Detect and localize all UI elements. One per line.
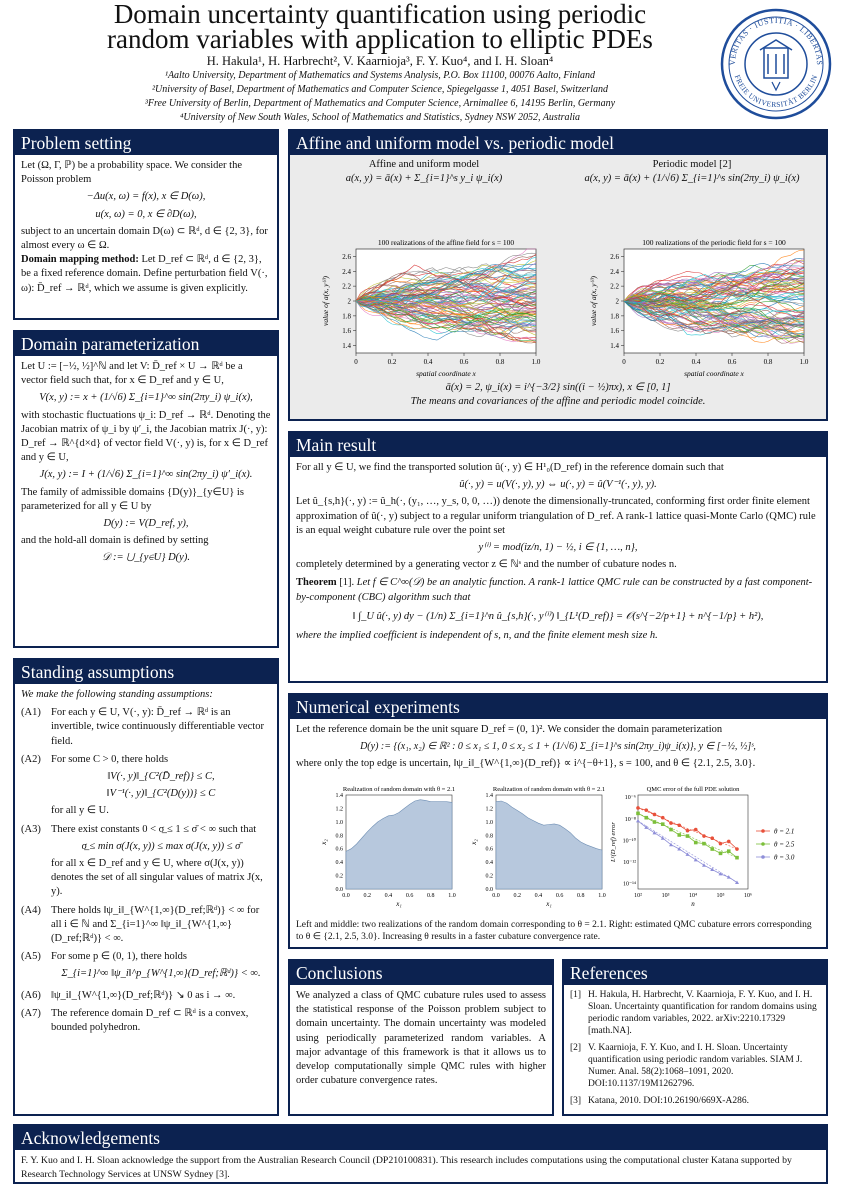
assumption-text: ‖ψ_i‖_{W^{1,∞}(D_ref;ℝᵈ)} ↘ 0 as i → ∞. (51, 989, 236, 1001)
x-tick-label: 0.8 (577, 893, 585, 899)
assumption-equation: σ̲ ≤ min σ(J(x, y)) ≤ max σ(J(x, y)) ≤ σ̄ (81, 840, 241, 852)
chart-title: Realization of random domain with θ = 2.1 (342, 786, 456, 793)
x-tick-label: 0.8 (495, 358, 505, 366)
numerical-intro: Let the reference domain be the unit square D_ref = (0, 1)². We consider the domain parameterization (296, 724, 723, 735)
assumption-text: There holds ‖ψ_i‖_{W^{1,∞}(D_ref;ℝᵈ)} < ∞ for all i ∈ ℕ and Σ_{i=1}^∞ ‖ψ_i‖_{W^{1,∞}(D_ref;ℝᵈ)} < ∞. (51, 904, 260, 945)
assumption-tail: for all x ∈ D_ref and y ∈ U, where σ(J(x, y)) denotes the set of all singular values of matrix J(x, y). (51, 858, 263, 898)
y-tick-label: 2.6 (610, 252, 619, 261)
y-tick-label: 0.0 (485, 887, 493, 893)
assumption-label: (A6) (21, 989, 41, 1001)
x-tick-label: 0.2 (363, 893, 371, 899)
y-tick-label: 0.4 (485, 860, 493, 867)
error-point (653, 813, 657, 817)
y-tick-label: 1.4 (610, 342, 619, 351)
random-domain-realization-1 (318, 783, 460, 913)
x-axis-label: spatial coordinate x (416, 369, 476, 378)
x-tick-label: 0.6 (727, 358, 737, 366)
reference-number: [3] (570, 1096, 582, 1106)
acknowledgements-heading: Acknowledgements (15, 1126, 826, 1150)
assumption-label: (A5) (21, 951, 41, 963)
numerical-setup: where only the top edge is uncertain, ‖ψ_i‖_{W^{1,∞}(D_ref)} ∝ i^{−θ+1}, s = 100, and θ ∈ {2.1, 2.5, 3.0}. (296, 758, 756, 770)
error-point (669, 828, 673, 832)
error-point (677, 833, 681, 837)
y-tick-label: 0.8 (485, 833, 493, 840)
assumption-a4 (21, 904, 271, 947)
x-tick-label: 1.0 (448, 893, 456, 899)
error-point (702, 842, 706, 846)
y-tick-label: 2 (347, 297, 351, 306)
affiliation-2: ²University of Basel, Department of Mathematics and Computer Science, Spiegelgasse 1, 4051 Basel, Switzerland (152, 84, 608, 95)
y-tick-label: 10⁻¹⁰ (622, 838, 636, 845)
university-seal-logo (720, 8, 832, 120)
main-intro: For all y ∈ U, we find the transported solution û(·, y) ∈ H¹₀(D_ref) in the reference domain such that (296, 462, 724, 473)
x-axis-label: x₁ (396, 900, 402, 908)
qmc-error-chart (608, 783, 818, 913)
x-tick-label: 0.4 (384, 893, 393, 899)
x-tick-label: 0 (622, 358, 626, 366)
y-axis-label: value of a(x, y⁽ⁱ⁾) (589, 275, 598, 327)
error-point (727, 849, 731, 853)
y-tick-label: 0.6 (335, 846, 343, 853)
error-point (661, 822, 665, 826)
x-tick-label: 0.6 (405, 893, 414, 899)
assumptions-intro: We make the following standing assumptions: (21, 689, 213, 700)
y-tick-label: 0.4 (335, 860, 343, 867)
y-tick-label: 1.2 (485, 806, 493, 813)
hold-all-domain-equation: 𝒟 := ⋃_{y∈U} D(y). (102, 552, 190, 564)
x-tick-label: 1.0 (598, 893, 606, 899)
assumption-a7 (21, 1007, 271, 1035)
poisson-equation: −Δu(x, ω) = f(x), x ∈ D(ω), (86, 191, 206, 203)
affine-caption: The means and covariances of the affine and periodic model coincide. (410, 396, 706, 407)
assumption-a6 (21, 989, 271, 1003)
legend-marker (761, 829, 765, 833)
y-tick-label: 0.2 (335, 873, 343, 880)
param-family-text: The family of admissible domains {D(y)}_{y∈U} is parameterized for all y ∈ U by (21, 486, 244, 512)
reference-number: [1] (570, 990, 582, 1000)
error-point (677, 823, 681, 827)
assumption-text: For some C > 0, there holds (51, 753, 169, 765)
affine-field-chart (318, 235, 550, 381)
theorem-text: Let f ∈ C^∞(𝒟) be an analytic function. A rank-1 lattice QMC rule can be constructed by a fast component-by-component (CBC) algorithm such that (296, 577, 813, 603)
x-tick-label: 10⁵ (716, 893, 725, 899)
x-tick-label: 10⁴ (688, 893, 698, 899)
y-tick-label: 1.6 (342, 327, 351, 336)
y-axis-label: x₂ (320, 839, 328, 845)
y-tick-label: 1.2 (335, 806, 343, 813)
domain-mapping-body: Let D_ref ⊂ ℝᵈ, d ∈ {2, 3}, be a fixed reference domain. Define perturbation field V(·, ω): D̄_ref → ℝᵈ, which we assume is given explicitly. (21, 254, 268, 294)
reference-3 (570, 1095, 820, 1107)
y-tick-label: 0.6 (485, 846, 493, 853)
numerical-experiments-panel (288, 693, 828, 949)
x-tick-label: 1.0 (799, 358, 809, 366)
x-axis-label: n (691, 900, 695, 908)
x-axis-label: x₁ (546, 900, 552, 908)
error-point (653, 820, 657, 824)
y-tick-label: 0.0 (335, 887, 343, 893)
domain-parameterization-heading: Domain parameterization (15, 332, 277, 356)
assumption-a5 (21, 950, 271, 984)
y-tick-label: 10⁻¹² (623, 859, 636, 866)
error-point (686, 829, 690, 833)
random-domain-realization-2 (468, 783, 610, 913)
lattice-point-equation: y⁽ⁱ⁾ = mod(iz/n, 1) − ½, i ∈ {1, …, n}, (478, 542, 638, 554)
assumption-a1 (21, 706, 271, 749)
theorem-end: where the implied coefficient is independent of s, n, and the finite element mesh size h. (296, 630, 658, 642)
x-tick-label: 0.8 (427, 893, 435, 899)
periodic-model-equation: a(x, y) = ā(x) + (1/√6) Σ_{i=1}^s sin(2πy_i) ψ_i(x) (584, 173, 800, 184)
error-bound-equation: ‖ ∫_U û(·, y) dy − (1/n) Σ_{i=1}^n û_{s,h}(·, y⁽ⁱ⁾) ‖_{L¹(D_ref)} = 𝒪(s^{−2/p+1} + n^{−1/p} + h²), (352, 610, 764, 622)
y-axis-label: L¹(D_ref) error (610, 822, 617, 862)
main-generating-vector: completely determined by a generating vector z ∈ ℕˢ and the number of cubature nodes n. (296, 559, 677, 571)
domain-mapping-text (21, 253, 271, 296)
chart-title: 100 realizations of the affine field for s = 100 (377, 238, 515, 247)
theorem (296, 576, 820, 604)
assumption-equation: Σ_{i=1}^∞ ‖ψ_i‖^p_{W^{1,∞}(D_ref;ℝᵈ)} < ∞. (61, 968, 261, 980)
authors: H. Hakula¹, H. Harbrecht², V. Kaarnioja³, F. Y. Kuo⁴, and I. H. Sloan⁴ (206, 54, 554, 68)
x-tick-label: 10³ (661, 893, 670, 899)
error-point (644, 816, 648, 820)
vector-field-equation: V(x, y) := x + (1/√6) Σ_{i=1}^∞ sin(2πy_i) ψ_i(x), (39, 392, 253, 404)
y-axis-label: x₂ (470, 839, 478, 845)
assumption-label: (A4) (21, 904, 41, 916)
periodic-model-title: Periodic model [2] (652, 159, 732, 170)
y-tick-label: 1.6 (610, 327, 619, 336)
x-tick-label: 0.4 (691, 358, 701, 366)
problem-intro: Let (Ω, Γ, ℙ) be a probability space. We consider the Poisson problem (21, 160, 242, 186)
title-line-1: Domain uncertainty quantification using periodic (113, 0, 647, 29)
x-tick-label: 0.8 (763, 358, 773, 366)
affine-model-equation: a(x, y) = ā(x) + Σ_{i=1}^s y_i ψ_i(x) (345, 173, 503, 184)
x-tick-label: 0.2 (513, 893, 521, 899)
assumption-label: (A7) (21, 1007, 41, 1019)
transported-solution-equation: û(·, y) = u(V(·, y), y) ⇔ u(·, y) = û(V⁻¹(·, y), y). (459, 479, 657, 491)
y-tick-label: 1.8 (342, 312, 351, 321)
param-jacobian-text: with stochastic fluctuations ψ_i: D_ref → ℝᵈ. Denoting the Jacobian matrix of ψ_i by ψ′_i, the Jacobian matrix J(·, y): D_ref → ℝ^{d×d} of vector field V(·, y) is, for x ∈ D_ref and y ∈ U, (21, 409, 271, 464)
x-tick-label: 0 (354, 358, 358, 366)
assumption-text: There exist constants 0 < σ̲ ≤ 1 ≤ σ̄ < ∞ such that (51, 823, 257, 835)
admissible-domain-equation: D(y) := V(D_ref, y), (103, 518, 189, 530)
assumption-tail: for all y ∈ U. (51, 805, 109, 817)
error-point (710, 847, 714, 851)
legend-marker (761, 855, 765, 859)
reference-2 (570, 1042, 820, 1090)
y-tick-label: 1.4 (485, 793, 493, 799)
error-point (710, 836, 714, 840)
error-point (644, 808, 648, 812)
assumption-text: For some p ∈ (0, 1), there holds (51, 951, 188, 963)
y-tick-label: 2.2 (610, 282, 619, 291)
error-point (727, 840, 731, 844)
x-tick-label: 0.4 (534, 893, 543, 899)
main-qmc-text: Let û_{s,h}(·, y) := û_h(·, (y₁, …, y_s, 0, 0, …)) denote the dimensionally-truncated, conforming first order finite element approximation of û(·, y) subject to a regular uniform triangulation of D_ref. A rank-1 lattice quasi-Monte Carlo (QMC) rule is an equal weight cubature rule over the point set (296, 496, 816, 536)
y-tick-label: 0.8 (335, 833, 343, 840)
y-tick-label: 2.2 (342, 282, 351, 291)
assumption-text: For each y ∈ U, V(·, y): D̄_ref → ℝᵈ is an invertible, twice continuously differentiable vector field. (51, 707, 264, 747)
x-tick-label: 0.2 (387, 358, 397, 366)
error-point (694, 841, 698, 845)
error-point (636, 806, 640, 810)
affiliation-3: ³Free University of Berlin, Department of Mathematics and Computer Science, Arnimallee 6, 14195 Berlin, Germany (144, 98, 616, 109)
problem-setting-heading: Problem setting (15, 131, 277, 155)
chart-title: Realization of random domain with θ = 2.1 (492, 786, 606, 793)
standing-assumptions-panel (13, 658, 279, 1116)
jacobian-equation: J(x, y) := I + (1/√6) Σ_{i=1}^∞ sin(2πy_i) ψ′_i(x). (39, 469, 253, 481)
x-tick-label: 10² (634, 893, 642, 899)
x-tick-label: 0.2 (655, 358, 665, 366)
error-point (735, 856, 739, 860)
conclusions-text: We analyzed a class of QMC cubature rules used to assess the statistical response of the Poisson problem subject to domain uncertainty. The domain uncertainty was modeled using periodically parameterized random variables. A major advantage of this framework is that it allows us to develop computationally simple QMC rules with higher order cubature convergence rates. (296, 990, 546, 1087)
numerical-experiments-heading: Numerical experiments (290, 695, 826, 719)
assumption-a2 (21, 753, 271, 819)
reference-text: V. Kaarnioja, F. Y. Kuo, and I. H. Sloan. Uncertainty quantification using periodic random variables. SIAM J. Numer. Anal. 58(2):1068–1091, 2020. DOI:10.1137/19M1262796. (588, 1043, 803, 1089)
references-heading: References (564, 961, 826, 985)
error-point (686, 834, 690, 838)
affiliation-1: ¹Aalto University, Department of Mathematics and Systems Analysis, P.O. Box 11100, 00076 Aalto, Finland (164, 70, 596, 81)
y-tick-label: 1.0 (485, 819, 493, 826)
x-axis-label: spatial coordinate x (684, 369, 744, 378)
affine-model-title: Affine and uniform model (368, 159, 480, 170)
assumption-label: (A2) (21, 753, 41, 765)
boundary-condition: u(x, ω) = 0, x ∈ ∂D(ω), (95, 208, 197, 220)
conclusions-panel (288, 959, 554, 1116)
x-tick-label: 0.0 (342, 893, 350, 899)
conclusions-heading: Conclusions (290, 961, 552, 985)
legend-label: θ = 2.5 (774, 840, 795, 849)
error-point (702, 834, 706, 838)
numerical-caption: Left and middle: two realizations of the random domain corresponding to θ = 2.1. Right: estimated QMC cubature errors corresponding to θ ∈ {2.1, 2.5, 3.0}. Increasing θ results in a faster cubature convergence rate. (296, 920, 812, 942)
assumption-a3 (21, 823, 271, 900)
legend-label: θ = 2.1 (774, 827, 795, 836)
x-tick-label: 1.0 (531, 358, 541, 366)
affine-vs-periodic-heading: Affine and uniform model vs. periodic model (290, 131, 826, 155)
assumption-text: The reference domain D_ref ⊂ ℝᵈ is a convex, bounded polyhedron. (51, 1007, 249, 1034)
y-tick-label: 2.6 (342, 252, 351, 261)
domain-parameterization-equation: D(y) := {(x₁, x₂) ∈ ℝ² : 0 ≤ x₁ ≤ 1, 0 ≤ x₂ ≤ 1 + (1/√6) Σ_{i=1}^s sin(2πy_i)ψ_i(x)}, y ∈ [−½, ½]ˢ, (360, 741, 756, 753)
poster-title (70, 2, 690, 52)
y-tick-label: 1.4 (335, 793, 343, 799)
y-tick-label: 0.2 (485, 873, 493, 880)
reference-text: Katana, 2010. DOI:10.26190/669X-A286. (588, 1096, 749, 1106)
reference-1 (570, 989, 820, 1037)
x-tick-label: 10⁶ (743, 893, 753, 899)
error-point (719, 852, 723, 856)
assumption-label: (A1) (21, 707, 41, 719)
svg-text:VERITAS · IUSTITIA · LIBERTAS: VERITAS · IUSTITIA · LIBERTAS (727, 15, 825, 66)
y-tick-label: 10⁻⁸ (624, 816, 636, 823)
x-tick-label: 0.0 (492, 893, 500, 899)
error-point (636, 812, 640, 816)
y-tick-label: 10⁻⁶ (624, 795, 636, 802)
y-tick-label: 1.8 (610, 312, 619, 321)
chart-title: QMC error of the full PDE solution (646, 786, 740, 793)
standing-assumptions-heading: Standing assumptions (15, 660, 277, 684)
assumption-label: (A3) (21, 823, 41, 835)
periodic-field-chart (586, 235, 818, 381)
assumption-equation: ‖V(·, y)‖_{C²(D̄_ref)} ≤ C, (107, 771, 215, 783)
param-hold-all-text: and the hold-all domain is defined by setting (21, 535, 209, 547)
y-tick-label: 1.4 (342, 342, 351, 351)
theorem-label: Theorem (296, 577, 337, 589)
y-tick-label: 2.4 (342, 267, 351, 276)
reference-text: H. Hakula, H. Harbrecht, V. Kaarnioja, F. Y. Kuo, and I. H. Sloan. Uncertainty quantification for random domains using periodic random variables, 2022. arXiv:2210.17329 [math.NA]. (588, 990, 817, 1036)
problem-setting-panel (13, 129, 279, 320)
main-result-panel (288, 431, 828, 683)
legend-marker (761, 842, 765, 846)
periodic-model-column (558, 159, 826, 184)
x-tick-label: 0.6 (459, 358, 469, 366)
field-definition-equation: ā(x) = 2, ψ_i(x) = i^{−3/2} sin((i − ½)πx), x ∈ [0, 1] (445, 382, 671, 393)
title-line-2: random variables with application to elliptic PDEs (107, 24, 653, 54)
theorem-ref: [1]. (336, 577, 355, 589)
acknowledgements-text: F. Y. Kuo and I. H. Sloan acknowledge the support from the Australian Research Council (DP210100831). This research includes computations using the computational cluster Katana supported by Research Technology Services at UNSW Sydney [3]. (21, 1155, 792, 1180)
error-point (735, 847, 739, 851)
affine-footer (290, 381, 826, 407)
y-tick-label: 2 (615, 297, 619, 306)
error-point (661, 816, 665, 820)
problem-uncertain-domain: subject to an uncertain domain D(ω) ⊂ ℝᵈ, d ∈ {2, 3}, for almost every ω ∈ Ω. (21, 225, 268, 252)
references-panel (562, 959, 828, 1116)
domain-mapping-label: Domain mapping method: (21, 254, 139, 266)
error-point (719, 842, 723, 846)
assumption-equation: ‖V⁻¹(·, y)‖_{C²(D(y))} ≤ C (106, 788, 216, 800)
domain-parameterization-panel (13, 330, 279, 648)
poster-header (70, 0, 690, 125)
acknowledgements-panel (13, 1124, 828, 1184)
legend-label: θ = 3.0 (774, 853, 795, 862)
y-axis-label: value of a(x, y⁽ⁱ⁾) (321, 275, 330, 327)
y-tick-label: 10⁻¹⁴ (622, 881, 636, 888)
error-point (669, 821, 673, 825)
svg-text:FREIE UNIVERSITÄT BERLIN: FREIE UNIVERSITÄT BERLIN (732, 73, 820, 110)
chart-title: 100 realizations of the periodic field for s = 100 (642, 238, 786, 247)
reference-number: [2] (570, 1043, 582, 1053)
x-tick-label: 0.6 (555, 893, 564, 899)
y-tick-label: 2.4 (610, 267, 619, 276)
y-tick-label: 1.0 (335, 819, 343, 826)
x-tick-label: 0.4 (423, 358, 433, 366)
affiliation-4: ⁴University of New South Wales, School of Mathematics and Statistics, Sydney NSW 2052, Australia (179, 112, 581, 123)
plot-area (638, 795, 748, 889)
error-point (694, 828, 698, 832)
affine-vs-periodic-panel (288, 129, 828, 421)
param-intro: Let U := [−½, ½]^ℕ and let V: D̄_ref × U → ℝᵈ be a vector field such that, for x ∈ D_ref and y ∈ U, (21, 361, 243, 387)
main-result-heading: Main result (290, 433, 826, 457)
affine-model-column (290, 159, 558, 184)
